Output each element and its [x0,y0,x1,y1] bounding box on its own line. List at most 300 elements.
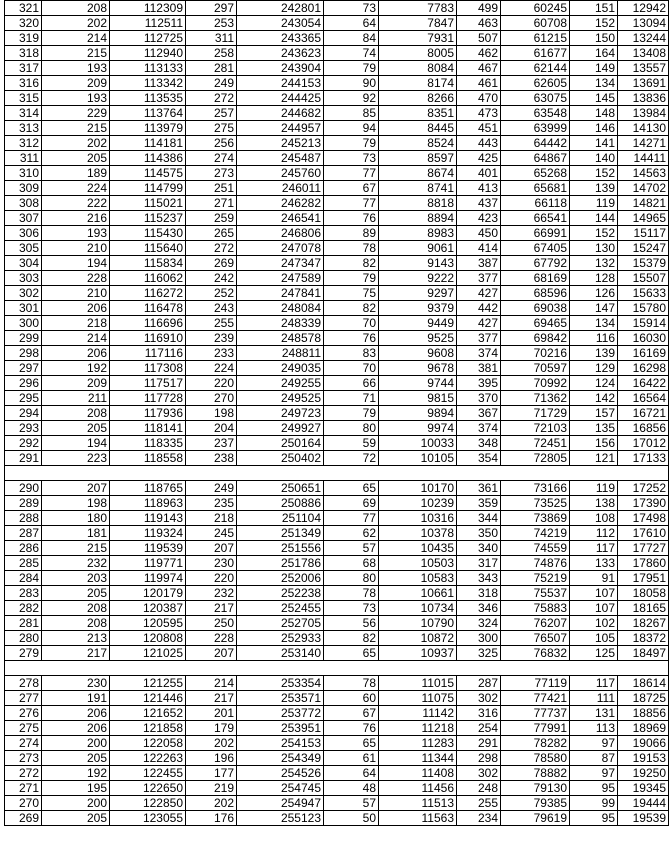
cell-count-e: 129 [570,361,618,376]
cell-cumulative-e: 18497 [618,646,669,661]
cell-cumulative-d: 73525 [501,496,570,511]
cell-cumulative-count: 122850 [110,796,186,811]
cell-cumulative-b: 253772 [237,706,324,721]
cell-count-d: 344 [457,511,501,526]
cell-count-e: 119 [570,196,618,211]
cell-cumulative-d: 76832 [501,646,570,661]
cell-count-d: 374 [457,346,501,361]
cell-cumulative-b: 243904 [237,61,324,76]
cell-count-c: 70 [324,316,379,331]
cell-count: 216 [42,211,110,226]
cell-count-b: 237 [186,436,237,451]
cell-score: 304 [5,256,42,271]
cell-score: 305 [5,241,42,256]
cell-count-c: 89 [324,226,379,241]
cell-count-c: 48 [324,781,379,796]
cell-score: 307 [5,211,42,226]
cell-count-b: 202 [186,796,237,811]
cell-count-c: 68 [324,556,379,571]
cell-cumulative-d: 73166 [501,481,570,496]
cell-count-c: 78 [324,676,379,691]
cell-cumulative-d: 70597 [501,361,570,376]
cell-cumulative-b: 252238 [237,586,324,601]
cell-count-b: 179 [186,721,237,736]
table-row [5,286,669,301]
cell-cumulative-d: 64867 [501,151,570,166]
table-row [5,796,669,811]
cell-count-b: 272 [186,91,237,106]
cell-count-c: 79 [324,61,379,76]
cell-count-d: 395 [457,376,501,391]
table-row [5,451,669,466]
cell-count: 232 [42,556,110,571]
cell-cumulative-e: 17252 [618,481,669,496]
cell-count-d: 437 [457,196,501,211]
cell-count: 228 [42,271,110,286]
cell-count-c: 78 [324,241,379,256]
cell-count-d: 254 [457,721,501,736]
cell-count-d: 470 [457,91,501,106]
cell-cumulative-b: 251786 [237,556,324,571]
cell-count-e: 121 [570,451,618,466]
cell-cumulative-e: 18372 [618,631,669,646]
cell-count-e: 134 [570,316,618,331]
cell-count-c: 60 [324,691,379,706]
table-body [5,1,669,826]
cell-cumulative-b: 249255 [237,376,324,391]
cell-cumulative-b: 247589 [237,271,324,286]
cell-cumulative-count: 113764 [110,106,186,121]
cell-count-b: 217 [186,601,237,616]
cell-count: 193 [42,91,110,106]
cell-cumulative-c: 8174 [379,76,457,91]
cell-count: 205 [42,151,110,166]
cell-score: 273 [5,751,42,766]
cell-cumulative-count: 114575 [110,166,186,181]
cell-cumulative-count: 120387 [110,601,186,616]
cell-cumulative-count: 122058 [110,736,186,751]
cell-cumulative-e: 17498 [618,511,669,526]
cell-cumulative-e: 15780 [618,301,669,316]
cell-count-d: 316 [457,706,501,721]
cell-cumulative-count: 114181 [110,136,186,151]
cell-count-b: 235 [186,496,237,511]
cell-count-e: 142 [570,391,618,406]
cell-cumulative-b: 244682 [237,106,324,121]
cell-count: 202 [42,16,110,31]
cell-count: 205 [42,586,110,601]
cell-cumulative-b: 243623 [237,46,324,61]
cell-cumulative-count: 115834 [110,256,186,271]
cell-cumulative-d: 78282 [501,736,570,751]
cell-cumulative-d: 77119 [501,676,570,691]
cell-count-d: 467 [457,61,501,76]
cell-count-d: 499 [457,1,501,16]
cell-cumulative-count: 115237 [110,211,186,226]
cell-count-d: 442 [457,301,501,316]
cell-count-d: 343 [457,571,501,586]
cell-cumulative-b: 249035 [237,361,324,376]
cell-cumulative-b: 251556 [237,541,324,556]
cell-cumulative-d: 79619 [501,811,570,826]
cell-cumulative-c: 11218 [379,721,457,736]
cell-cumulative-b: 247347 [237,256,324,271]
cell-cumulative-b: 252705 [237,616,324,631]
cell-count-e: 152 [570,166,618,181]
cell-count-d: 298 [457,751,501,766]
table-row [5,781,669,796]
cell-cumulative-count: 120808 [110,631,186,646]
cell-count: 192 [42,361,110,376]
cell-count-b: 270 [186,391,237,406]
cell-count-c: 69 [324,496,379,511]
cell-cumulative-d: 69465 [501,316,570,331]
cell-count-b: 249 [186,481,237,496]
cell-cumulative-d: 66118 [501,196,570,211]
cell-cumulative-c: 8005 [379,46,457,61]
cell-cumulative-e: 16422 [618,376,669,391]
cell-count-c: 73 [324,601,379,616]
cell-cumulative-c: 8266 [379,91,457,106]
cell-cumulative-b: 249927 [237,421,324,436]
cell-count-d: 413 [457,181,501,196]
cell-score: 285 [5,556,42,571]
cell-count-b: 228 [186,631,237,646]
cell-cumulative-count: 113133 [110,61,186,76]
cell-count-b: 272 [186,241,237,256]
cell-count-e: 95 [570,811,618,826]
cell-count-c: 84 [324,31,379,46]
cell-score: 303 [5,271,42,286]
cell-score: 300 [5,316,42,331]
cell-cumulative-count: 112309 [110,1,186,16]
cell-count-b: 207 [186,541,237,556]
cell-cumulative-c: 11563 [379,811,457,826]
cell-count-b: 252 [186,286,237,301]
cell-cumulative-c: 10435 [379,541,457,556]
cell-cumulative-b: 248578 [237,331,324,346]
cell-cumulative-b: 250651 [237,481,324,496]
cell-cumulative-d: 66991 [501,226,570,241]
cell-cumulative-e: 13836 [618,91,669,106]
cell-cumulative-b: 253571 [237,691,324,706]
cell-score: 320 [5,16,42,31]
cell-cumulative-c: 8741 [379,181,457,196]
cell-count-d: 387 [457,256,501,271]
cell-cumulative-d: 61677 [501,46,570,61]
cell-score: 308 [5,196,42,211]
table-row [5,376,669,391]
cell-cumulative-c: 11456 [379,781,457,796]
cell-count-e: 128 [570,271,618,286]
cell-count-d: 317 [457,556,501,571]
table-row [5,61,669,76]
cell-count-c: 76 [324,211,379,226]
cell-cumulative-c: 9678 [379,361,457,376]
cell-cumulative-b: 254349 [237,751,324,766]
cell-cumulative-b: 248084 [237,301,324,316]
cell-count: 206 [42,301,110,316]
cell-count-c: 61 [324,751,379,766]
table-row [5,736,669,751]
table-row [5,256,669,271]
table-row [5,106,669,121]
cell-cumulative-e: 14702 [618,181,669,196]
cell-cumulative-c: 9815 [379,391,457,406]
cell-count-e: 145 [570,91,618,106]
table-row [5,751,669,766]
cell-count: 206 [42,706,110,721]
table-row [5,541,669,556]
table-row [5,46,669,61]
cell-score: 311 [5,151,42,166]
cell-count-b: 218 [186,511,237,526]
cell-count: 180 [42,511,110,526]
cell-count-e: 105 [570,631,618,646]
cell-score: 284 [5,571,42,586]
cell-cumulative-d: 72805 [501,451,570,466]
cell-count-b: 233 [186,346,237,361]
cell-score: 321 [5,1,42,16]
cell-count-c: 71 [324,391,379,406]
cell-cumulative-c: 10170 [379,481,457,496]
table-row [5,556,669,571]
cell-count-e: 124 [570,376,618,391]
cell-count-b: 249 [186,76,237,91]
cell-cumulative-e: 12942 [618,1,669,16]
cell-count: 205 [42,811,110,826]
cell-count-d: 427 [457,286,501,301]
cell-cumulative-d: 64442 [501,136,570,151]
cell-count: 194 [42,436,110,451]
cell-cumulative-count: 112725 [110,31,186,46]
cell-score: 290 [5,481,42,496]
table-row [5,496,669,511]
cell-cumulative-e: 18856 [618,706,669,721]
cell-cumulative-c: 7931 [379,31,457,46]
cell-cumulative-d: 61215 [501,31,570,46]
cell-count-c: 80 [324,571,379,586]
table-row [5,166,669,181]
cell-count-b: 196 [186,751,237,766]
cell-count-c: 74 [324,46,379,61]
cell-count-c: 62 [324,526,379,541]
cell-cumulative-c: 9894 [379,406,457,421]
table-row [5,16,669,31]
table-row [5,361,669,376]
cell-count-d: 361 [457,481,501,496]
cell-cumulative-count: 122650 [110,781,186,796]
cell-count-c: 77 [324,511,379,526]
cell-count-c: 67 [324,181,379,196]
cell-count: 200 [42,736,110,751]
cell-cumulative-d: 62144 [501,61,570,76]
cell-count-e: 112 [570,526,618,541]
cell-count-b: 217 [186,691,237,706]
cell-cumulative-e: 17390 [618,496,669,511]
cell-count-e: 156 [570,436,618,451]
cell-count-d: 377 [457,331,501,346]
cell-count-d: 248 [457,781,501,796]
cell-score: 298 [5,346,42,361]
cell-cumulative-e: 16856 [618,421,669,436]
cell-score: 276 [5,706,42,721]
cell-count-c: 83 [324,346,379,361]
cell-score: 313 [5,121,42,136]
cell-cumulative-c: 10937 [379,646,457,661]
cell-score: 269 [5,811,42,826]
cell-cumulative-count: 117728 [110,391,186,406]
table-row [5,331,669,346]
cell-count-c: 65 [324,736,379,751]
cell-cumulative-e: 15117 [618,226,669,241]
cell-count-c: 59 [324,436,379,451]
cell-cumulative-count: 115021 [110,196,186,211]
cell-cumulative-d: 71729 [501,406,570,421]
table-row [5,346,669,361]
cell-cumulative-count: 121446 [110,691,186,706]
cell-count-e: 140 [570,151,618,166]
cell-cumulative-e: 14130 [618,121,669,136]
cell-cumulative-c: 11142 [379,706,457,721]
cell-score: 280 [5,631,42,646]
cell-cumulative-c: 9379 [379,301,457,316]
cell-cumulative-d: 74559 [501,541,570,556]
cell-count-e: 152 [570,16,618,31]
table-row [5,226,669,241]
cell-count-d: 451 [457,121,501,136]
table-row [5,301,669,316]
cell-count: 213 [42,631,110,646]
cell-score: 310 [5,166,42,181]
cell-count: 209 [42,76,110,91]
cell-count: 208 [42,406,110,421]
cell-score: 296 [5,376,42,391]
cell-count-d: 450 [457,226,501,241]
cell-count-b: 230 [186,556,237,571]
cell-cumulative-b: 252455 [237,601,324,616]
cell-count-e: 91 [570,571,618,586]
cell-count-e: 111 [570,691,618,706]
cell-count-b: 219 [186,781,237,796]
cell-count-b: 311 [186,31,237,46]
cell-cumulative-c: 9297 [379,286,457,301]
cell-cumulative-count: 115640 [110,241,186,256]
cell-count-d: 255 [457,796,501,811]
cell-cumulative-c: 10790 [379,616,457,631]
cell-cumulative-d: 79130 [501,781,570,796]
cell-cumulative-d: 72451 [501,436,570,451]
cell-score: 309 [5,181,42,196]
cell-cumulative-count: 119539 [110,541,186,556]
cell-count-b: 265 [186,226,237,241]
cell-cumulative-count: 117936 [110,406,186,421]
cell-cumulative-e: 19345 [618,781,669,796]
cell-cumulative-count: 116478 [110,301,186,316]
cell-count-d: 346 [457,601,501,616]
cell-cumulative-count: 114799 [110,181,186,196]
cell-cumulative-count: 118335 [110,436,186,451]
table-row [5,91,669,106]
cell-count-c: 79 [324,136,379,151]
cell-count-e: 135 [570,421,618,436]
cell-cumulative-d: 63999 [501,121,570,136]
cell-count-c: 73 [324,151,379,166]
cell-cumulative-e: 15379 [618,256,669,271]
cell-cumulative-count: 116910 [110,331,186,346]
table-row [5,511,669,526]
cell-cumulative-c: 8597 [379,151,457,166]
cell-cumulative-e: 18267 [618,616,669,631]
cell-count-b: 274 [186,151,237,166]
cell-cumulative-c: 7847 [379,16,457,31]
cell-count-c: 79 [324,271,379,286]
cell-score: 312 [5,136,42,151]
cell-cumulative-b: 252006 [237,571,324,586]
cell-count-e: 132 [570,256,618,271]
cell-count-e: 164 [570,46,618,61]
cell-count-c: 66 [324,376,379,391]
cell-cumulative-b: 246282 [237,196,324,211]
cell-cumulative-count: 120595 [110,616,186,631]
cell-count-c: 76 [324,721,379,736]
cell-cumulative-c: 10583 [379,571,457,586]
cell-cumulative-e: 17860 [618,556,669,571]
table-row [5,571,669,586]
cell-score: 316 [5,76,42,91]
cell-cumulative-e: 18165 [618,601,669,616]
cell-cumulative-e: 17951 [618,571,669,586]
cell-count-b: 269 [186,256,237,271]
cell-cumulative-d: 76207 [501,616,570,631]
cell-count: 224 [42,181,110,196]
cell-score: 295 [5,391,42,406]
cell-cumulative-c: 7783 [379,1,457,16]
cell-cumulative-b: 250402 [237,451,324,466]
cell-score: 294 [5,406,42,421]
cell-cumulative-b: 242801 [237,1,324,16]
cell-cumulative-e: 13557 [618,61,669,76]
cell-count: 215 [42,46,110,61]
cell-count-e: 117 [570,541,618,556]
cell-cumulative-e: 15914 [618,316,669,331]
cell-count-c: 65 [324,481,379,496]
cell-count-b: 220 [186,571,237,586]
table-row [5,526,669,541]
cell-cumulative-b: 254526 [237,766,324,781]
cell-cumulative-b: 253140 [237,646,324,661]
cell-count-d: 401 [457,166,501,181]
cell-count-c: 57 [324,541,379,556]
cell-cumulative-e: 19153 [618,751,669,766]
cell-count-b: 253 [186,16,237,31]
cell-cumulative-count: 113342 [110,76,186,91]
cell-count-e: 149 [570,61,618,76]
table-row [5,271,669,286]
cell-count-d: 287 [457,676,501,691]
cell-count-d: 367 [457,406,501,421]
cell-cumulative-e: 16298 [618,361,669,376]
cell-count: 230 [42,676,110,691]
cell-cumulative-b: 252933 [237,631,324,646]
cell-count-c: 56 [324,616,379,631]
cell-score: 270 [5,796,42,811]
cell-cumulative-b: 254745 [237,781,324,796]
cell-score: 315 [5,91,42,106]
cell-cumulative-b: 250886 [237,496,324,511]
cell-cumulative-d: 75219 [501,571,570,586]
cell-count-b: 257 [186,106,237,121]
